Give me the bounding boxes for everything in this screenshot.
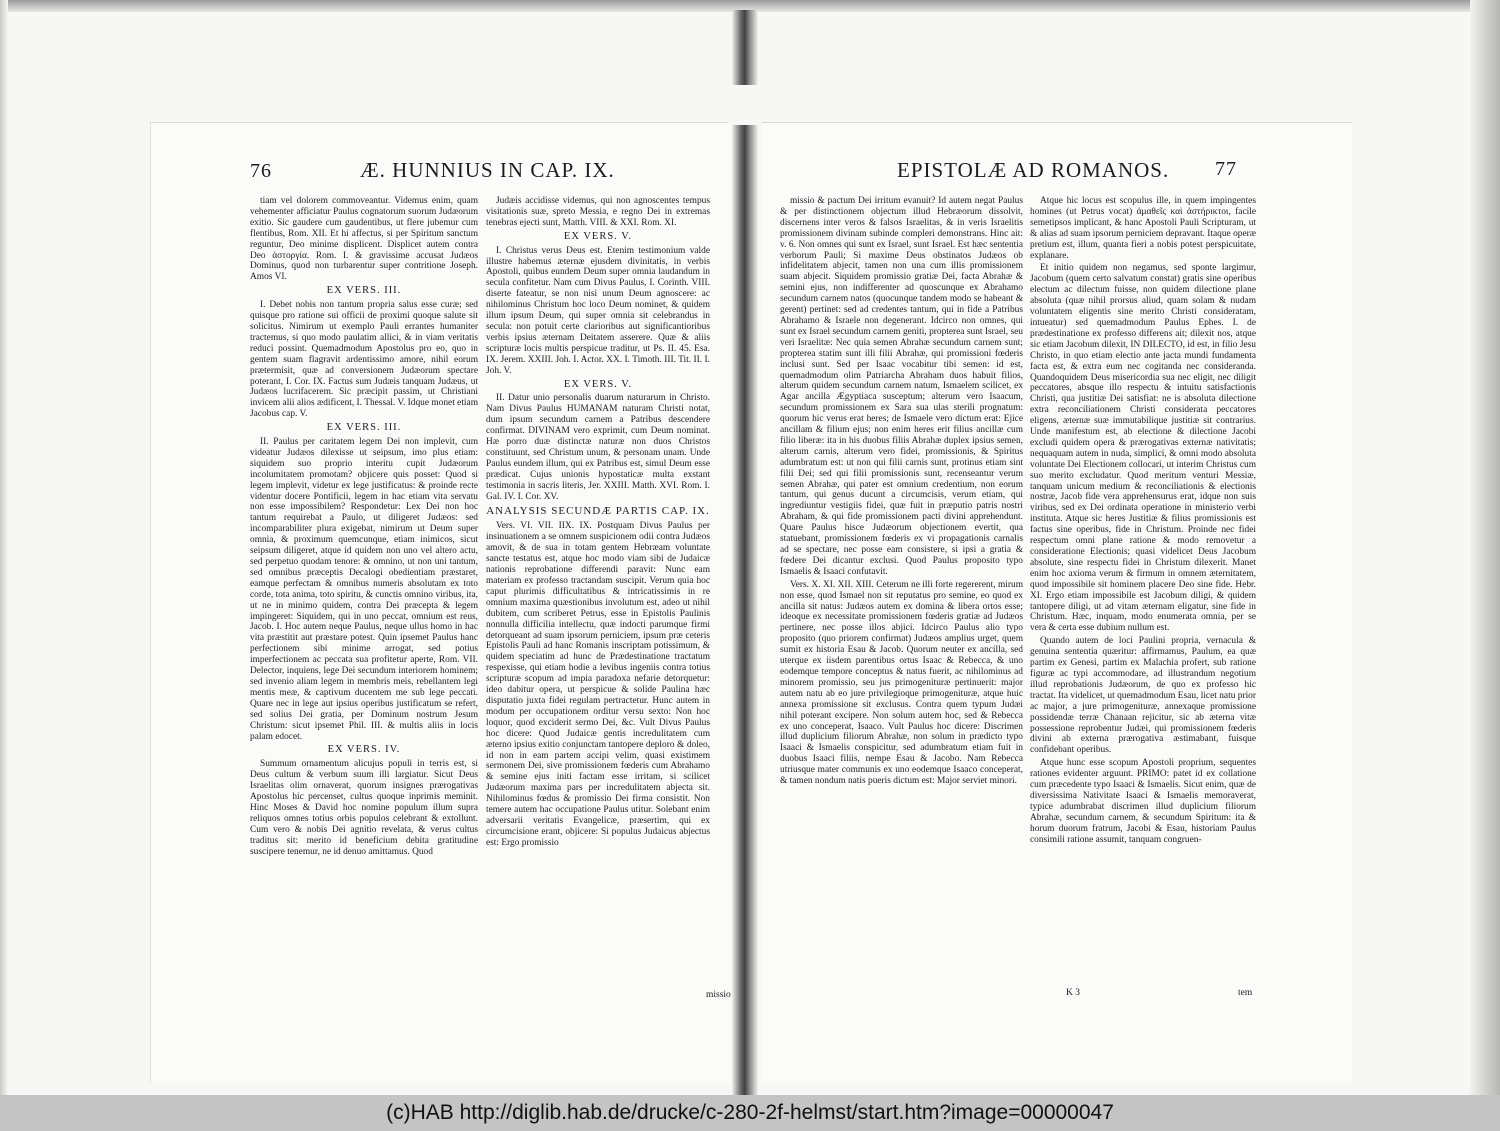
paragraph: I. Christus verus Deus est. Etenim testimonium valde illustre habemus æternæ ejusdem divinitatis, in verbis Apostoli, quibus eundem Deum super omnia laudandum in secula confitetur. Nam cum Divus Paulus, I. Corinth. VIII. diserte fateatur, se non nisi unum Deum agnoscere: ac nihilominus Christum hoc loco Deum nominet, & quidem illum ipsum Deum, qui super omnia sit celebrandus in secula: non potuit certe clarioribus aut significantioribus verbis ipsius æternam Deitatem asserere. Quæ & aliis scripturæ locis multis perspicue traditur, ut Ps. II. 45. Esa. IX. Jerem. XXIII. Joh. I. Actor. XX. I. Timoth. III. Tit. II. I. Joh. V. xyxy=(486,245,710,376)
paragraph: tiam vel dolorem commoveantur. Videmus enim, quam vehementer afficiatur Paulus cognatorum suorum Judæorum exitio. Sic gaudere cum gaudentibus, ut flere jubemur cum flentibus, Rom. XII. Et hi affectus, si per Spiritum sanctum reguntur, Deo minime displicent. Displicet autem contra Deo ἀστοργία. Rom. I. & gravissime accusat Judæos Dominus, quod non turbarentur super contritione Joseph. Amos VI. xyxy=(250,196,478,283)
section-heading: EX VERS. III. xyxy=(326,285,402,297)
right-column-2 xyxy=(1030,196,1256,1016)
right-running-head xyxy=(897,158,1242,188)
left-column-1 xyxy=(250,196,478,1016)
paragraph: Summum ornamentum alicujus populi in terris est, si Deus cultum & verbum suum illi largiatur. Sicut Deus Israelitas olim ornaverat, quorum insignes prærogativas Apostolus hic percenset, cultus quoque inprimis meminit. Hinc Moses & David hoc nomine populum illum supra reliquos omnes totius orbis populos celebrant & extollunt. Cum vero & nobis Dei agnitio revelata, & verus cultus traditus sit: merito id beneficium debita gratitudine suscipere tenemur, ne id denuo amittamus. Quod xyxy=(250,759,478,857)
scan-left-edge xyxy=(0,0,8,1095)
paragraph: I. Debet nobis non tantum propria salus esse curæ; sed quisque pro ratione sui officii de proximi quoque salute sit solicitus. Nimirum ut exemplo Pauli errantes humaniter tractemus, si quo modo paulatim allici, & in viam veritatis reduci possint. Quemadmodum Apostolus pro eo, quo in gentem suam flagravit ardentissimo amore, nihil eorum prætermisit, quæ ad conversionem Judæorum spectare poterant, I. Cor. IX. Factus sum Judæis tanquam Judæus, ut Judæos lucrifacerem. Sic præcipit passim, ut Christiani invicem alii alios ædificent, I. Thessal. V. Idque monet etiam Jacobus cap. V. xyxy=(250,300,478,420)
right-page-number: 77 xyxy=(1215,158,1237,180)
left-page-number: 76 xyxy=(250,160,272,182)
footer-credit: (c)HAB http://diglib.hab.de/drucke/c-280-2f-helmst/start.htm?image=00000047 xyxy=(386,1101,1114,1124)
paragraph: II. Datur unio personalis duarum naturarum in Christo. Nam Divus Paulus HUMANAM naturam Christi notat, dum ipsum secundum carnem a Patribus descendere confirmat. DIVINAM vero exprimit, cum Deum nominat. Hæ porro duæ distinctæ naturæ non duos Christos constituunt, sed Christum unum, & personam unam. Unde Paulus eundem illum, qui ex Patribus est, simul Deum esse prædicat. Cujus unionis hypostaticæ multa exstant testimonia in sacris literis, Jer. XXIII. Matth. XVI. Rom. I. Gal. IV. I. Cor. XV. xyxy=(486,393,710,502)
left-column-2 xyxy=(486,196,710,1016)
section-heading: ANALYSIS SECUNDÆ PARTIS CAP. IX. xyxy=(486,505,710,518)
section-heading: EX VERS. III. xyxy=(326,422,402,434)
paragraph: Judæis accidisse videmus, qui non agnoscentes tempus visitationis suæ, spreto Messia, e regno Dei in extremas tenebras ejecti sunt, Matth. VIII. & XXI. Rom. XI. xyxy=(486,196,710,228)
left-catchword: missio xyxy=(706,990,731,1000)
scan-right-edge xyxy=(1470,0,1500,1095)
footer-credit-bar xyxy=(0,1095,1500,1131)
book-gutter xyxy=(732,10,758,1095)
paragraph: Quando autem de loci Paulini propria, vernacula & genuina sententia quæritur: affirmamus, Paulum, ea quæ partim ex Genesi, partim ex Malachia profert, sub ratione figuræ ac typi accommodare, ad illustrandum negotium illud reprobationis Judæorum, de quo ex professo hic tractat. Ita videlicet, ut quemadmodum Esau, licet natu prior ac major, a jure primogenituræ, annexaque promissione possidendæ terræ Chanaan rejicitur, sic ab æterna vitæ possessione reprobentur Judæi, qui promissionem fœderis divini ab externa prærogativa æstimabant, fuisque confidebant operibus. xyxy=(1030,636,1256,756)
paragraph: Atque hic locus est scopulus ille, in quem impingentes homines (ut Petrus vocat) ἀμαθεῖς καὶ ἀστήρικτοι, facile semetipsos implicant, & hanc Apostoli Pauli Scripturam, ut & alias ad suam ipsorum perniciem depravant. Itaque operæ pretium est, illum, quanta fieri a nobis potest perspicuitate, explanare. xyxy=(1030,196,1256,261)
left-running-head xyxy=(250,158,690,188)
paragraph: missio & pactum Dei irritum evanuit? Id autem negat Paulus & per distinctionem objectum illud Hebræorum dissolvit, discernens inter veros & falsos Israelitas, & in veris Israelitis promissionem divinam subinde compleri demonstrans. Hinc ait: v. 6. Non omnes qui sunt ex Israel, sunt Israel. Est hæc sententia verborum Pauli; Si maxime Deus obstinatos Judæos ob infidelitatem abjecit, tamen non una cum illis promissionem suam abjecit. Siquidem promissio gratiæ Dei, facta Abrahæ & semini ejus, non indifferenter ad quoscunque ex Abrahamo secundum carnem natos (quocunque tandem modo se habeant & gerent) pertinet: sed ad credentes tantum, qui in fide a Patribus Abrahamo & Israele non degenerant. Idcirco non omnes, qui sunt ex Israel secundum carnem geniti, propterea sunt Israel, seu veri Israelitæ: Nec quia semen Abrahæ secundum carnem sunt; propterea statim sunt illi filii Abrahæ, qui promissioni fœderis inclusi sunt. Sed per Isaac vocabitur tibi semen: id est, quemadmodum olim Patriarcha Abraham duos habuit filios, alterum quidem secundum carnem natum, Ismaelem scilicet, ex Agar ancilla Ægyptiaca susceptum; alterum vero Isaacum, secundum promissionem ex Sara sua ulas sterili prognatum: quorum hic verus erat heres; de Ismaele vero dictum erat: Ejice ancillam & filium ejus; non enim heres erit filius ancillæ cum filio liberæ: ita in his duobus filiis Abrahæ duplex ipsius semen, alterum carnis, alterum vero fidei, promissionis, & Spiritus adumbratum est: ut non qui filii carnis sunt, protinus etiam sint filii Dei; sed qui filii promissionis sunt, recenseantur verum semen Abrahæ, qui pater est omnium credentium, non eorum tantum, qui genus ducunt a circumcisis, verum etiam, qui ingrediuntur vestigiis fidei, quæ fuit in præputio patris nostri Abraham, & qui fide promissionem pacti divini apprehendunt. Quare Paulus hisce Judæorum objectionem evertit, qua statuebant, promissionem fœderis ex vi propagationis carnalis ad se spectare, nec posse eam consistere, si ipsi a gratia & fœdere Dei dicantur exclusi. Quod Paulus proposito typo Ismaelis & Isaaci confutavit. xyxy=(780,196,1023,577)
paragraph: II. Paulus per caritatem legem Dei non implevit, cum videatur Judæos dilexisse ut seipsum, imo plus etiam: siquidem suo proprio interitu cupit Judæorum incolumitatem promotam? objicere quis posset: Quod si legem implevit, videtur ex lege justificatus: & proinde recte videntur docere Pontificii, legem in hac etiam vita servatu non esse impossibilem? Respondetur: Lex Dei non hoc tantum requirebat a Paulo, ut diligeret Judæos: sed incomparabiliter plura exigebat, nimirum ut Deum super omnia, & proximum quemcunque, etiam inimicos, sicut seipsum diligeret, atque id quidem non uno vel altero actu, sed perpetuo quodam tenore: & omnino, ut non uni tantum, sed omnibus præceptis Decalogi obedientiam præstaret, eamque perfectam & omnibus numeris absolutam ex toto corde, tota anima, toto spiritu, & cunctis omnino viribus, ita, ut ne in minimo quidem, contra Dei præcepta & legem impingeret: Siquidem, qui in uno peccat, omnium est reus, Jacob. I. Hoc autem neque Paulus, neque ullus homo in hac vita præstitit aut præstare potest. Quin ipsemet Paulus hanc perfectionem sibi minime arrogat, sed potius imperfectionem ac peccata sua profitetur aperte, Rom. VII. Delector, inquiens, lege Dei secundum interiorem hominem; sed invenio aliam legem in membris meis, rebellantem legi mentis meæ, & captivum ducentem me sub lege peccati. Quare nec in lege aut ipsius operibus justificatum se refert, sed solius Dei gratia, per Dominum nostrum Jesum Christum: sicut ipsemet Phil. III. & multis aliis in locis palam edocet. xyxy=(250,437,478,742)
section-heading: EX VERS. IV. xyxy=(327,744,401,756)
section-heading: EX VERS. V. xyxy=(563,230,633,242)
paragraph: Et initio quidem non negamus, sed sponte largimur, Jacobum (quem certo salvatum constat) gratis sine operibus electum ac dilectum fuisse, non quidem dilectione plane absoluta (quæ nihil prorsus aliud, quam solam & nudam voluntatem eligentis sine merito Christi consideratam, intueatur) sed quemadmodum Paulus Ephes. I. de prædestinatione ex professo differens ait; dilexit nos, atque sic etiam Jacobum dilexit, IN DILECTO, id est, in filio Jesu Christo, in quo etiam electio ante jacta mundi fundamenta facta est, & extra eum nec cogitanda nec consideranda. Quandoquidem Deus misericordia sua nec eligit, nec diligit peccatores, absque illo respectu & intuitu satisfactionis Christi, qua justitiæ Dei satisfiat: ne is absoluta dilectione extra reconciliationem Christi considerata peccatores eligens, æternæ suæ immutabilique justitiæ sit contrarius. Unde manifestum est, ab electione & dilectione Jacobi excludi quidem opera & prærogativas externæ nativitatis; nequaquam autem in nuda, simplici, & omni modo absoluta voluntate Dei Electionem collocari, ut interim Christus cum suo merito excludatur. Quod meritum venturi Messiæ, tanquam unicum medium & reconciliationis & electionis nostræ, Jacob fide vera apprehensurus erat, idque non suis viribus, sed ex Dei ordinata operatione in ministerio verbi instituta. Atque sic heres Justitiæ & filius promissionis est factus sine operibus, fide in Christum. Proinde nec fidei respectum omni plane ratione & modo removetur a consideratione Electionis; quasi videlicet Deus Jacobum absolute, sine respectu fidei in Christum dilexerit. Manet enim hoc axioma verum & firmum in omnem æternitatem, quod impossibile sit hominem placere Deo sine fide. Hebr. XI. Ergo etiam impossibile est Jacobum diligi, & quidem tantopere diligi, ut ad vitam æternam eligatur, sine fide in Christum. Hæc, inquam, modo enumerata omnia, per se vera & certa esse dubium nullum est. xyxy=(1030,263,1256,634)
signature-mark: K 3 xyxy=(1066,988,1080,998)
paragraph: Vers. VI. VII. IIX. IX. Postquam Divus Paulus per insinuationem a se omnem suspicionem odii contra Judæos amovit, & de sua in totam gentem Hebræam voluntate sancte testatus est, atque hoc modo viam sibi de Judaicæ nationis reprobatione differendi paravit: Nunc eam materiam ex professo tractandam suscipit. Verum quia hoc caput plurimis difficultatibus & intricatissimis in re omnium maxima quæstionibus involutum est, adeo ut nihil dubitem, cum scriberet Petrus, esse in Epistolis Paulinis nonnulla difficilia intellectu, quæ indocti parumque firmi detorqueant ad suam ipsorum perniciem, ipsum præ ceteris Epistolis Pauli ad hanc Romanis inscriptam potissimum, & quidem speciatim ad hunc de Prædestinatione tractatum respexisse, qui etiam hodie a levibus ingeniis contra totius scripturæ scopum ad impia paradoxa nefarie detorquetur: ideo dabitur opera, ut perspicue & solide Paulina hæc disputatio juxta fidei regulam pertractetur. Hunc autem in modum per occupationem orditur versu sexto: Non hoc loquor, quod exciderit sermo Dei, &c. Vult Divus Paulus hoc dicere: Quod Judaicæ gentis incredulitatem cum æterno ipsius exitio conjunctam tantopere deploro & doleo, id non in eam partem accipi velim, quasi existimem sermonem Dei, sive promissionem fœderis cum Abrahamo & semine ejus initi factam esse irritam, si scilicet Judæorum maxima pars per incredulitatem abjecta sit. Nihilominus fœdus & promissio Dei firma consistit. Non temere autem hac occupatione Paulus utitur. Solebant enim adversarii veritatis Evangelicæ, præsertim, qui ex circumcisione erant, objicere: Si populus Judaicus abjectus est: Ergo promissio xyxy=(486,521,710,848)
gutter-gap xyxy=(728,85,762,125)
section-heading: EX VERS. V. xyxy=(563,378,633,390)
right-head-title: EPISTOLÆ AD ROMANOS. xyxy=(897,158,1170,182)
left-head-title: Æ. HUNNIUS IN CAP. IX. xyxy=(360,158,615,182)
right-column-1 xyxy=(780,196,1023,1016)
paragraph: Vers. X. XI. XII. XIII. Ceterum ne illi forte regererent, mirum non esse, quod Ismael non sit reputatus pro semine, eo quod ex ancilla sit natus: Judæos autem ex domina & libera ortos esse; ideoque ex necessitate promissionem fœderis gratiæ ad Judæos pertinere, nec posse illos abjici. Idcirco Paulus alio typo proposito (quo priorem confirmat) Judæos amplius urget, quem sumit ex historia Esau & Jacob. Quorum neuter ex ancilla, sed uterque ex iisdem parentibus ortus Isaac & Rebecca, & uno eodemque tempore conceptus & natus fuerit, ac nihilominus ad minorem promissio, seu jus primogenituræ pertinuerit: major autem natu ab eo jure privilegioque primogenituræ, atque huic annexa promissione sit exclusus. Contra quem typum Judæi nihil poterant excipere. Non solum autem hoc, sed & Rebecca ex uno conceperat, Isaaco. Vult Paulus hoc dicere: Discrimen illud duplicium filiorum Abrahæ, non solum in prædicto typo Isaaci & Ismaelis conspicitur, sed adumbratum etiam fuit in duobus Isaaci filiis, nempe Esau & Jacobo. Nam Rebecca utriusque mater communis ex uno eodemque Isaaco conceperat, & tamen nondum natis pueris dictum est: Major serviet minori. xyxy=(780,579,1023,787)
right-catchword: tem xyxy=(1238,988,1253,998)
paragraph: Atque hunc esse scopum Apostoli proprium, sequentes rationes evidenter arguunt. PRIMO: patet id ex collatione cum præcedente typo Isaaci & Ismaelis. Sicut enim, quæ de diversissima Nativitate Isaaci & Ismaelis memoraverat, typice adumbrabat discrimen illud duplicium filiorum Abrahæ, secundum carnem, & secundum Spiritum: ita & horum duorum fratrum, Jacobi & Esau, historiam Paulus consimili ratione assumit, tanquam congruen- xyxy=(1030,758,1256,845)
